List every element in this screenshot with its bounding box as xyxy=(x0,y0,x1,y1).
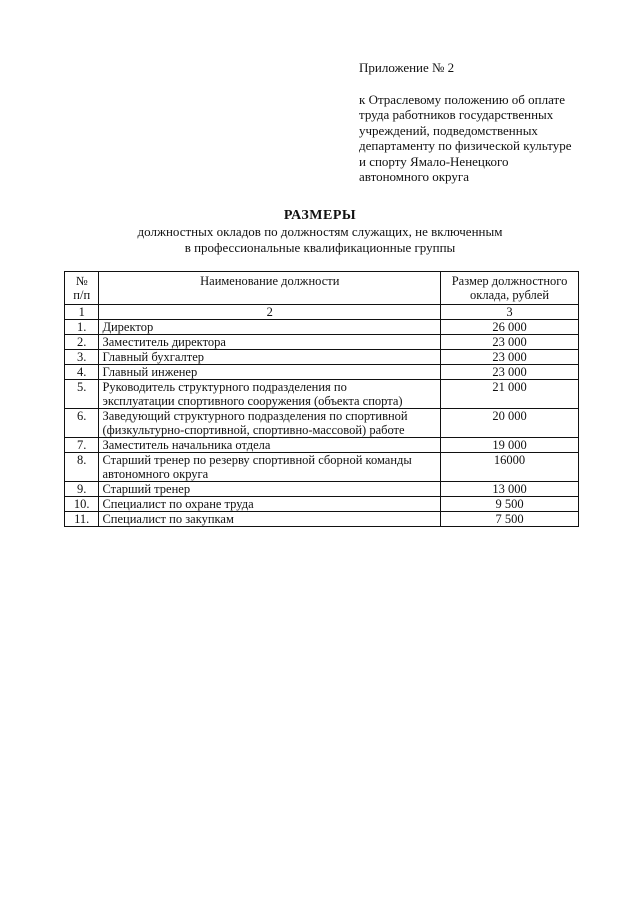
appendix-line: автономного округа xyxy=(359,169,469,184)
header-name: Наименование должности xyxy=(99,272,441,305)
row-number: 3. xyxy=(65,350,99,365)
position-name xyxy=(99,409,441,438)
table-row xyxy=(65,350,579,365)
position-name xyxy=(99,438,441,453)
table-row xyxy=(65,380,579,409)
appendix-number: Приложение № 2 xyxy=(359,60,455,75)
table-row xyxy=(65,482,579,497)
table-row xyxy=(65,438,579,453)
position-name-line: Главный бухгалтер xyxy=(102,350,205,364)
table-row xyxy=(65,320,579,335)
salary-table xyxy=(64,271,579,527)
header-num xyxy=(65,272,99,305)
appendix-block xyxy=(359,60,599,185)
header-num-line: п/п xyxy=(73,288,91,302)
salary-value: 16000 xyxy=(441,453,579,482)
position-name xyxy=(99,482,441,497)
salary-value: 26 000 xyxy=(441,320,579,335)
table-row xyxy=(65,335,579,350)
subtitle-line: в профессиональные квалификационные группы xyxy=(184,239,456,255)
index-cell: 2 xyxy=(99,305,441,320)
row-number: 4. xyxy=(65,365,99,380)
position-name-line: (физкультурно-спортивной, спортивно-массовой) работе xyxy=(102,423,405,437)
salary-value: 23 000 xyxy=(441,350,579,365)
appendix-line: труда работников государственных xyxy=(359,107,554,122)
row-number: 2. xyxy=(65,335,99,350)
index-cell: 1 xyxy=(65,305,99,320)
position-name-line: эксплуатации спортивного сооружения (объекта спорта) xyxy=(102,394,403,408)
position-name-line: Директор xyxy=(102,320,154,334)
position-name-line: Старший тренер xyxy=(102,482,191,496)
salary-value: 9 500 xyxy=(441,497,579,512)
position-name xyxy=(99,497,441,512)
header-num-line: № xyxy=(75,274,88,288)
table-row xyxy=(65,453,579,482)
row-number: 10. xyxy=(65,497,99,512)
appendix-line: департаменту по физической культуре xyxy=(359,138,572,153)
position-name-line: Заместитель директора xyxy=(102,335,226,349)
position-name-line: Старший тренер по резерву спортивной сборной команды xyxy=(102,453,412,467)
appendix-line: и спорту Ямало-Ненецкого xyxy=(359,153,509,169)
table-row xyxy=(65,365,579,380)
position-name-line: Главный инженер xyxy=(102,365,198,379)
position-name xyxy=(99,453,441,482)
position-name xyxy=(99,320,441,335)
row-number: 1. xyxy=(65,320,99,335)
salary-value: 19 000 xyxy=(441,438,579,453)
salary-value: 20 000 xyxy=(441,409,579,438)
row-number: 6. xyxy=(65,409,99,438)
salary-value: 13 000 xyxy=(441,482,579,497)
position-name xyxy=(99,350,441,365)
row-number: 9. xyxy=(65,482,99,497)
appendix-line: учреждений, подведомственных xyxy=(359,122,538,138)
table-row xyxy=(65,409,579,438)
row-number: 8. xyxy=(65,453,99,482)
header-salary-line: оклада, рублей xyxy=(470,288,550,302)
salary-value: 7 500 xyxy=(441,512,579,527)
document-subtitle xyxy=(0,224,640,255)
table-row xyxy=(65,497,579,512)
subtitle-line: должностных окладов по должностям служащих, не включенным xyxy=(137,224,503,239)
position-name-line: Заместитель начальника отдела xyxy=(102,438,271,452)
position-name-line: Заведующий структурного подразделения по спортивной xyxy=(102,409,408,423)
position-name-line: Специалист по закупкам xyxy=(102,512,234,526)
position-name-line: автономного округа xyxy=(102,467,209,481)
position-name xyxy=(99,380,441,409)
position-name xyxy=(99,365,441,380)
table-row xyxy=(65,512,579,527)
document-title: РАЗМЕРЫ xyxy=(283,208,357,223)
header-salary xyxy=(441,272,579,305)
position-name-line: Руководитель структурного подразделения по xyxy=(102,380,347,394)
table-header-row xyxy=(65,272,579,305)
salary-value: 23 000 xyxy=(441,365,579,380)
row-number: 11. xyxy=(65,512,99,527)
salary-value: 21 000 xyxy=(441,380,579,409)
position-name xyxy=(99,512,441,527)
position-name-line: Специалист по охране труда xyxy=(102,497,254,511)
index-cell: 3 xyxy=(441,305,579,320)
appendix-line: к Отраслевому положению об оплате xyxy=(359,91,565,107)
salary-value: 23 000 xyxy=(441,335,579,350)
row-number: 7. xyxy=(65,438,99,453)
position-name xyxy=(99,335,441,350)
column-index-row xyxy=(65,305,579,320)
row-number: 5. xyxy=(65,380,99,409)
header-salary-line: Размер должностного xyxy=(451,274,568,288)
